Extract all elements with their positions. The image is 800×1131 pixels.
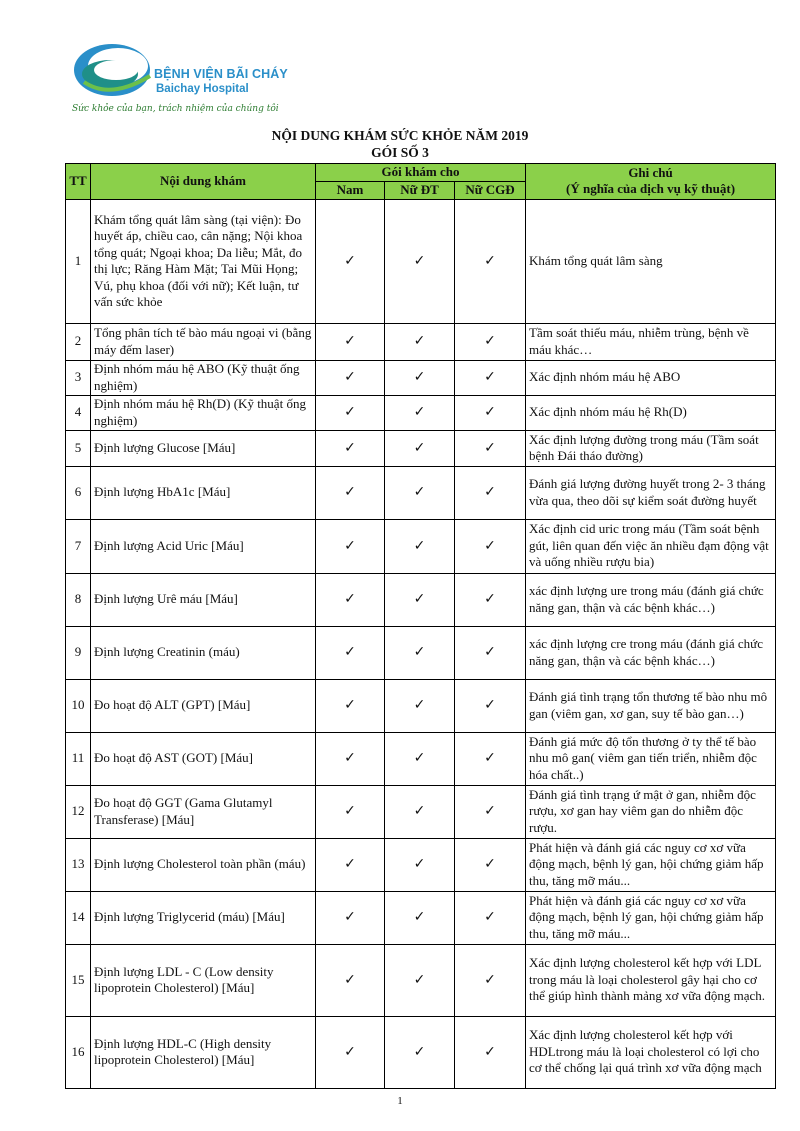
header-nu-cgd: Nữ CGĐ: [455, 182, 526, 200]
row-content: Định nhóm máu hệ ABO (Kỹ thuật ống nghiệm): [91, 360, 316, 395]
check-icon: ✓: [316, 466, 385, 519]
row-tt: 1: [66, 199, 91, 323]
check-icon: ✓: [385, 519, 455, 573]
row-tt: 7: [66, 519, 91, 573]
check-icon: ✓: [455, 1016, 526, 1088]
row-note: Xác định lượng cholesterol kết hợp với LDL trong máu là loại cholesterol gây hại cho cơ thể giúp hình thành mảng xơ vữa động mạch.: [526, 944, 776, 1016]
row-note: Đánh giá tình trạng ứ mật ở gan, nhiễm độc rượu, xơ gan hay viêm gan do nhiễm độc rượu.: [526, 785, 776, 838]
check-icon: ✓: [455, 519, 526, 573]
exam-table: [65, 163, 776, 1089]
page-title: NỘI DUNG KHÁM SỨC KHỎE NĂM 2019: [271, 128, 529, 143]
check-icon: ✓: [455, 430, 526, 466]
row-note: Xác định cid uric trong máu (Tầm soát bệnh gút, liên quan đến việc ăn nhiều đạm động vật và uống nhiều rượu bia): [526, 519, 776, 573]
table-row: [66, 199, 776, 323]
check-icon: ✓: [385, 891, 455, 944]
row-content: Tổng phân tích tế bào máu ngoại vi (bằng máy đếm laser): [91, 323, 316, 360]
check-icon: ✓: [385, 323, 455, 360]
row-note: Đánh giá tình trạng tổn thương tế bào nhu mô gan (viêm gan, xơ gan, suy tế bào gan…): [526, 679, 776, 732]
header-nu-dt: Nữ ĐT: [385, 182, 455, 200]
check-icon: ✓: [316, 626, 385, 679]
table-row: [66, 891, 776, 944]
row-note: xác định lượng ure trong máu (đánh giá chức năng gan, thận và các bệnh khác…): [526, 573, 776, 626]
check-icon: ✓: [455, 838, 526, 891]
row-content: Định lượng Cholesterol toàn phần (máu): [91, 838, 316, 891]
check-icon: ✓: [455, 785, 526, 838]
hospital-logo-icon: [70, 38, 160, 104]
check-icon: ✓: [316, 944, 385, 1016]
table-row: [66, 466, 776, 519]
header-content: Nội dung khám: [91, 164, 316, 200]
check-icon: ✓: [316, 519, 385, 573]
table-row: [66, 785, 776, 838]
row-tt: 12: [66, 785, 91, 838]
check-icon: ✓: [385, 199, 455, 323]
row-content: Định lượng HDL-C (High density lipoprotein Cholesterol) [Máu]: [91, 1016, 316, 1088]
check-icon: ✓: [455, 466, 526, 519]
page-number: 1: [397, 1095, 403, 1107]
row-content: Định lượng LDL - C (Low density lipoprotein Cholesterol) [Máu]: [91, 944, 316, 1016]
table-row: [66, 360, 776, 395]
row-tt: 16: [66, 1016, 91, 1088]
row-tt: 14: [66, 891, 91, 944]
check-icon: ✓: [316, 785, 385, 838]
row-content: Đo hoạt độ AST (GOT) [Máu]: [91, 732, 316, 785]
check-icon: ✓: [316, 395, 385, 430]
row-content: Đo hoạt độ GGT (Gama Glutamyl Transferase) [Máu]: [91, 785, 316, 838]
row-tt: 5: [66, 430, 91, 466]
row-content: Định lượng Acid Uric [Máu]: [91, 519, 316, 573]
row-note: Xác định lượng cholesterol kết hợp với HDLtrong máu là loại cholesterol có lợi cho cơ thể chống lại quá trình xơ vữa động mạch: [526, 1016, 776, 1088]
table-row: [66, 430, 776, 466]
check-icon: ✓: [385, 395, 455, 430]
table-row: [66, 838, 776, 891]
check-icon: ✓: [455, 891, 526, 944]
check-icon: ✓: [316, 838, 385, 891]
table-row: [66, 519, 776, 573]
check-icon: ✓: [385, 430, 455, 466]
check-icon: ✓: [455, 360, 526, 395]
row-tt: 8: [66, 573, 91, 626]
row-tt: 11: [66, 732, 91, 785]
check-icon: ✓: [316, 430, 385, 466]
check-icon: ✓: [455, 732, 526, 785]
row-content: Định nhóm máu hệ Rh(D) (Kỹ thuật ống nghiệm): [91, 395, 316, 430]
table-row: [66, 679, 776, 732]
hospital-name: BỆNH VIỆN BÃI CHÁY: [154, 67, 288, 81]
table-row: [66, 1016, 776, 1088]
hospital-logo: [70, 38, 310, 128]
header-note-line2: (Ý nghĩa của dịch vụ kỹ thuật): [566, 181, 736, 197]
check-icon: ✓: [385, 626, 455, 679]
table-row: [66, 323, 776, 360]
row-tt: 15: [66, 944, 91, 1016]
row-content: Định lượng Glucose [Máu]: [91, 430, 316, 466]
check-icon: ✓: [385, 360, 455, 395]
page-subtitle: GÓI SỐ 3: [371, 145, 429, 160]
check-icon: ✓: [385, 838, 455, 891]
check-icon: ✓: [316, 679, 385, 732]
table-row: [66, 944, 776, 1016]
check-icon: ✓: [455, 944, 526, 1016]
table-row: [66, 732, 776, 785]
check-icon: ✓: [385, 466, 455, 519]
table-row: [66, 395, 776, 430]
check-icon: ✓: [316, 891, 385, 944]
row-content: Đo hoạt độ ALT (GPT) [Máu]: [91, 679, 316, 732]
row-note: Khám tổng quát lâm sàng: [526, 199, 776, 323]
header-group: Gói khám cho: [316, 164, 526, 182]
row-note: xác định lượng cre trong máu (đánh giá chức năng gan, thận và các bệnh khác…): [526, 626, 776, 679]
row-note: Phát hiện và đánh giá các nguy cơ xơ vữa động mạch, bệnh lý gan, hội chứng giảm hấp thu, tăng mỡ máu...: [526, 891, 776, 944]
row-note: Phát hiện và đánh giá các nguy cơ xơ vữa động mạch, bệnh lý gan, hội chứng giảm hấp thu, tăng mỡ máu...: [526, 838, 776, 891]
check-icon: ✓: [455, 679, 526, 732]
hospital-slogan: Sức khỏe của bạn, trách nhiệm của chúng tôi: [72, 104, 279, 114]
check-icon: ✓: [455, 199, 526, 323]
check-icon: ✓: [455, 573, 526, 626]
check-icon: ✓: [385, 679, 455, 732]
table-header: [66, 164, 776, 200]
row-note: Xác định nhóm máu hệ Rh(D): [526, 395, 776, 430]
check-icon: ✓: [316, 323, 385, 360]
check-icon: ✓: [455, 626, 526, 679]
row-content: Định lượng Creatinin (máu): [91, 626, 316, 679]
check-icon: ✓: [316, 360, 385, 395]
table-body: [66, 199, 776, 1088]
header-tt: TT: [66, 164, 91, 200]
row-note: Xác định nhóm máu hệ ABO: [526, 360, 776, 395]
check-icon: ✓: [316, 199, 385, 323]
row-content: Khám tổng quát lâm sàng (tại viện): Đo huyết áp, chiều cao, cân nặng; Nội khoa tổng quát; Ngoại khoa; Da liễu; Mắt, đo thị lực; Răng Hàm Mặt; Tai Mũi Họng; Vú, phụ khoa (đối với nữ); Kết luận, tư vấn sức khỏe: [91, 199, 316, 323]
check-icon: ✓: [455, 395, 526, 430]
row-tt: 6: [66, 466, 91, 519]
check-icon: ✓: [316, 573, 385, 626]
row-tt: 9: [66, 626, 91, 679]
row-note: Đánh giá lượng đường huyết trong 2- 3 tháng vừa qua, theo dõi sự kiểm soát đường huyết: [526, 466, 776, 519]
row-note: Xác định lượng đường trong máu (Tầm soát bệnh Đái tháo đường): [526, 430, 776, 466]
check-icon: ✓: [385, 573, 455, 626]
row-content: Định lượng Urê máu [Máu]: [91, 573, 316, 626]
check-icon: ✓: [385, 785, 455, 838]
check-icon: ✓: [316, 1016, 385, 1088]
row-tt: 10: [66, 679, 91, 732]
row-tt: 3: [66, 360, 91, 395]
header-note: [526, 164, 776, 200]
row-note: Tầm soát thiếu máu, nhiễm trùng, bệnh về máu khác…: [526, 323, 776, 360]
row-tt: 4: [66, 395, 91, 430]
check-icon: ✓: [385, 944, 455, 1016]
header-note-line1: Ghi chú: [628, 164, 673, 180]
header-nam: Nam: [316, 182, 385, 200]
check-icon: ✓: [455, 323, 526, 360]
hospital-name-en: Baichay Hospital: [156, 83, 249, 95]
row-note: Đánh giá mức độ tổn thương ở ty thể tế bào nhu mô gan( viêm gan tiến triển, nhiễm độc hóa chất..): [526, 732, 776, 785]
check-icon: ✓: [385, 732, 455, 785]
row-content: Định lượng HbA1c [Máu]: [91, 466, 316, 519]
row-tt: 13: [66, 838, 91, 891]
table-row: [66, 573, 776, 626]
check-icon: ✓: [385, 1016, 455, 1088]
row-content: Định lượng Triglycerid (máu) [Máu]: [91, 891, 316, 944]
row-tt: 2: [66, 323, 91, 360]
check-icon: ✓: [316, 732, 385, 785]
table-row: [66, 626, 776, 679]
